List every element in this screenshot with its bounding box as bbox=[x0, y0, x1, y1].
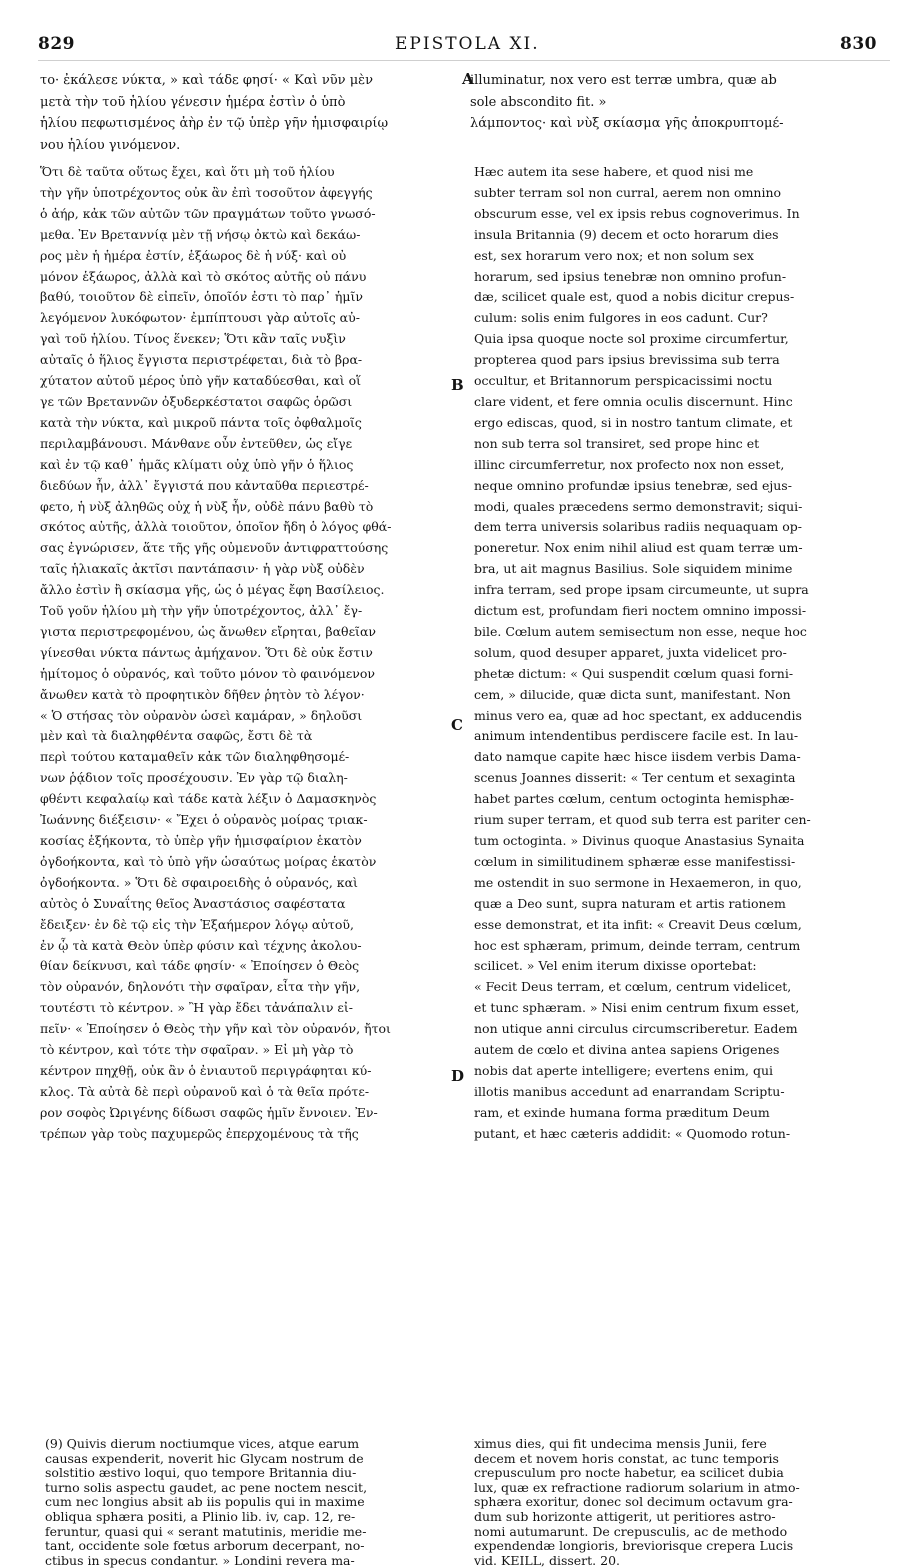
footnote-line: nomi autumarunt. De crepusculis, ac de methodo bbox=[474, 1524, 788, 1539]
latin-text-line: putant, et hæc cæteris addidit: « Quomodo rotun- bbox=[474, 1125, 791, 1141]
greek-text-line: σκότος αὐτῆς, ἀλλὰ τοιοῦτον, ὁποῖον ἤδη ὁ λόγος φθά- bbox=[40, 519, 392, 535]
greek-text-line: σας ἐγνώρισεν, ἅτε τῆς γῆς οὐμενοῦν ἀντιφραττούσης bbox=[40, 540, 389, 556]
latin-text-line: ram, et exinde humana forma præditum Deum bbox=[474, 1104, 770, 1120]
footnote-line: decem et novem horis constat, ac tunc temporis bbox=[474, 1451, 779, 1466]
latin-text-line: phetæ dictum: « Qui suspendit cœlum quasi forni- bbox=[474, 665, 794, 681]
footnote-line: obliqua sphæra positi, a Plinio lib. iv, cap. 12, re- bbox=[45, 1509, 356, 1524]
greek-top-line: το· ἐκάλεσε νύκτα, » καὶ τάδε φησί· « Καὶ νῦν μὲν bbox=[40, 73, 374, 88]
latin-text-line: bra, ut ait magnus Basilius. Sole siquidem minime bbox=[474, 561, 793, 577]
greek-text-line: ὀγδοήκοντα. » Ὅτι δὲ σφαιροειδὴς ὁ οὐρανός, καὶ bbox=[40, 874, 358, 890]
latin-text-line: non utique anni circulus circumscriberetur. Eadem bbox=[474, 1021, 798, 1037]
latin-text-line: illinc circumferretur, nox profecto nox non esset, bbox=[474, 456, 785, 472]
greek-text-line: νων ῥᾴδιον τοῖς προσέχουσιν. Ἐν γὰρ τῷ διαλη- bbox=[40, 770, 348, 786]
greek-text-line: αὐτὸς ὁ Συναΐτης θεῖος Ἀναστάσιος σαφέστατα bbox=[40, 895, 346, 911]
latin-text-line: subter terram sol non curral, aerem non omnino bbox=[474, 184, 782, 200]
latin-text-line: insula Britannia (9) decem et octo horarum dies bbox=[474, 226, 779, 242]
greek-text-line: τουτέστι τὸ κέντρον. » Ἢ γὰρ ἔδει τἀνάπαλιν εἰ- bbox=[40, 1000, 354, 1016]
greek-text-line: μὲν καὶ τὰ διαληφθέντα σαφῶς, ἔστι δὲ τὰ bbox=[40, 728, 313, 744]
latin-text-line: dato namque capite hæc hisce iisdem verbis Dama- bbox=[474, 749, 801, 765]
greek-text-line: Ὅτι δὲ ταῦτα οὕτως ἔχει, καὶ ὅτι μὴ τοῦ ἡλίου bbox=[40, 164, 335, 179]
footnote-line: dum sub horizonte attigerit, ut peritiores astro- bbox=[474, 1509, 776, 1524]
greek-column bbox=[40, 162, 460, 1145]
footnote-right bbox=[474, 1437, 888, 1568]
greek-text-line: τρέπων γὰρ τοὺς παχυμερῶς ἐπερχομένους τὰ τῆς bbox=[40, 1125, 359, 1141]
greek-text-line: ὁ ἀήρ, κἀκ τῶν αὐτῶν τῶν πραγμάτων τοῦτο γνωσό- bbox=[40, 205, 376, 221]
latin-top-line: sole absconditο fit. » bbox=[470, 94, 607, 110]
greek-text-line: περιλαμβάνουσι. Μάνθανε οὖν ἐντεῦθεν, ὡς εἴγε bbox=[40, 435, 353, 451]
latin-text-line: Hæc autem ita sese habere, et quod nisi me bbox=[474, 164, 754, 179]
greek-text-line: λεγόμενον λυκόφωτον· ἐμπίπτουσι γὰρ αὐτοῖς αὐ- bbox=[40, 310, 360, 326]
footnote-line: tant, occidente sole fœtus arborum decerpant, no- bbox=[45, 1539, 365, 1554]
greek-top-text bbox=[40, 70, 470, 156]
latin-text-line: neque omnino profundæ ipsius tenebræ, sed ejus- bbox=[474, 477, 792, 493]
footnote-line: crepusculum pro nocte habetur, ea scilicet dubia bbox=[474, 1466, 784, 1481]
greek-text-line: ἐν ᾧ τὰ κατὰ Θεὸν ὑπὲρ φύσιν καὶ τέχνης ἀκολου- bbox=[40, 937, 362, 953]
latin-text-line: dem terra universis solaribus radiis nequaquam op- bbox=[474, 519, 803, 535]
latin-text-line: autem de cœlo et divina antea sapiens Origenes bbox=[474, 1042, 780, 1058]
greek-text-line: ὀγδοήκοντα, καὶ τὸ ὑπὸ γῆν ὡσαύτως μοίρας ἑκατὸν bbox=[40, 853, 377, 869]
running-title: EPISTOLA XI. bbox=[395, 34, 540, 54]
latin-top-text bbox=[470, 70, 888, 135]
greek-text-line: περὶ τούτου καταμαθεῖν κἀκ τῶν διαληφθησομέ- bbox=[40, 749, 350, 765]
margin-marker-a: A bbox=[462, 70, 474, 88]
greek-text-line: πεῖν· « Ἐποίησεν ὁ Θεὸς τὴν γῆν καὶ τὸν οὐρανόν, ἤτοι bbox=[40, 1021, 391, 1037]
greek-text-line: ἄλλο ἐστὶν ἢ σκίασμα γῆς, ὡς ὁ μέγας ἔφη Βασίλειος. bbox=[40, 582, 385, 598]
greek-text-line: γιστα περιστρεφομένου, ὡς ἄνωθεν εἴρηται, βαθεῖαν bbox=[40, 623, 376, 639]
latin-text-line: est, sex horarum vero nox; et non solum sex bbox=[474, 247, 754, 263]
latin-text-line: cœlum in similitudinem sphæræ esse manifestissi- bbox=[474, 853, 796, 869]
greek-text-line: ἔδειξεν· ἐν δὲ τῷ εἰς τὴν Ἑξαήμερον λόγῳ αὐτοῦ, bbox=[40, 916, 354, 932]
latin-text-line: infra terram, sed prope ipsam circumeunte, ut supra bbox=[474, 582, 809, 598]
latin-text-line: clare vident, et fere omnia oculis discernunt. Hinc bbox=[474, 393, 793, 409]
margin-marker-d: D bbox=[451, 1067, 465, 1085]
latin-top-line: illuminatur, nox vero est terræ umbra, quæ ab bbox=[470, 73, 777, 88]
latin-text-line: non sub terra sol transiret, sed prope hinc et bbox=[474, 435, 760, 451]
latin-text-line: poneretur. Nox enim nihil aliud est quam terræ um- bbox=[474, 540, 803, 556]
footnote-line: solstitio æstivo loqui, quo tempore Britannia diu- bbox=[45, 1466, 357, 1481]
footnote-line: sphæra exoritur, donec sol decimum octavum gra- bbox=[474, 1495, 793, 1510]
latin-text-line: solum, quod desuper apparet, juxta videlicet pro- bbox=[474, 644, 787, 660]
footnote-line: lux, quæ ex refractione radiorum solarium in atmo- bbox=[474, 1480, 800, 1495]
greek-text-line: ἄνωθεν κατὰ τὸ προφητικὸν δῆθεν ῥητὸν τὸ λέγον· bbox=[40, 686, 365, 702]
greek-text-line: γαὶ τοῦ ἡλίου. Τίνος ἕνεκεν; Ὅτι κἂν ταῖς νυξὶν bbox=[40, 331, 346, 347]
footnote-line: expendendæ longioris, breviorisque crepera Lucis bbox=[474, 1539, 794, 1554]
margin-marker-c: C bbox=[451, 716, 463, 734]
latin-text-line: culum: solis enim fulgores in eos cadunt. Cur? bbox=[474, 310, 768, 326]
footnote-line: vid. KEILL, dissert. 20. bbox=[474, 1553, 621, 1568]
footnote-line: ctibus in specus condantur. » Londini revera ma- bbox=[45, 1553, 355, 1568]
greek-text-line: κέντρον πηχθῇ, οὐκ ἂν ὁ ἐνιαυτοῦ περιγράφηται κύ- bbox=[40, 1062, 372, 1078]
latin-text-line: animum intendentibus perdiscere facile est. In lau- bbox=[474, 728, 799, 744]
latin-text-line: cem, » dilucide, quæ dicta sunt, manifestant. Non bbox=[474, 686, 791, 702]
footnote-line: feruntur, quasi qui « serant matutinis, meridie me- bbox=[45, 1524, 367, 1539]
greek-text-line: γίνεσθαι νύκτα πάντως ἀμήχανον. Ὅτι δὲ οὐκ ἔστιν bbox=[40, 644, 373, 660]
latin-text-line: dæ, scilicet quale est, quod a nobis dicitur crepus- bbox=[474, 289, 795, 305]
latin-text-line: et tunc sphæram. » Nisi enim centrum fixum esset, bbox=[474, 1000, 800, 1016]
greek-full-line: νου ἡλίου γινόμενον. bbox=[40, 137, 181, 153]
latin-text-line: illotis manibus accedunt ad enarrandam Scriptu- bbox=[474, 1083, 785, 1099]
greek-text-line: φθέντι κεφαλαίῳ καὶ τάδε κατὰ λέξιν ὁ Δαμασκηνὸς bbox=[40, 791, 377, 807]
footnote-line: cum nec longius absit ab iis populis qui in maxime bbox=[45, 1495, 365, 1510]
greek-text-line: Ἰωάννης διέξεισιν· « Ἔχει ὁ οὐρανὸς μοίρας τριακ- bbox=[40, 812, 368, 828]
greek-text-line: τὸ κέντρον, καὶ τότε τὴν σφαῖραν. » Εἰ μὴ γὰρ τὸ bbox=[40, 1042, 354, 1058]
latin-text-line: dictum est, profundam fieri noctem omnino impossi- bbox=[474, 603, 807, 619]
greek-text-line: κοσίας ἑξήκοντα, τὸ ὑπὲρ γῆν ἡμισφαίριον ἑκατὸν bbox=[40, 833, 362, 848]
latin-text-line: tum octoginta. » Divinus quoque Anastasius Synaita bbox=[474, 833, 805, 848]
greek-text-line: αὐταῖς ὁ ἥλιος ἔγγιστα περιστρέφεται, διὰ τὸ βρα- bbox=[40, 352, 363, 368]
latin-text-line: minus vero ea, quæ ad hoc spectant, ex adducendis bbox=[474, 707, 802, 723]
latin-text-line: quæ a Deo sunt, supra naturam et artis rationem bbox=[474, 895, 786, 911]
footnote-line: ximus dies, qui fit undecima mensis Junii, fere bbox=[474, 1437, 767, 1451]
greek-top-line: ἡλίου πεφωτισμένος ἀὴρ ἐν τῷ ὑπὲρ γῆν ἡμισφαιρίῳ bbox=[40, 116, 389, 131]
greek-text-line: καὶ ἐν τῷ καθ᾽ ἡμᾶς κλίματι οὐχ ὑπὸ γῆν ὁ ἥλιος bbox=[40, 456, 354, 472]
footnote-left bbox=[45, 1437, 450, 1568]
greek-text-line: μεθα. Ἐν Βρεταννίᾳ μὲν τῇ νήσῳ ὀκτὼ καὶ δεκάω- bbox=[40, 226, 361, 242]
latin-text-line: rium super terram, et quod sub terra est pariter cen- bbox=[474, 812, 811, 828]
greek-text-line: θίαν δείκνυσι, καὶ τάδε φησίν· « Ἐποίησεν ὁ Θεὸς bbox=[40, 958, 360, 974]
greek-text-line: ἡμίτομος ὁ οὐρανός, καὶ τοῦτο μόνον τὸ φαινόμενον bbox=[40, 665, 375, 681]
latin-text-line: modi, quales præcedens sermo demonstravit; siqui- bbox=[474, 498, 803, 514]
right-page-number: 830 bbox=[840, 34, 877, 54]
greek-text-line: ρος μὲν ἡ ἡμέρα ἐστίν, ἑξάωρος δὲ ἡ νύξ· καὶ οὐ bbox=[40, 247, 347, 263]
header-rule bbox=[38, 60, 890, 61]
left-page-number: 829 bbox=[38, 34, 75, 54]
greek-text-line: γε τῶν Βρεταννῶν ὀξυδερκέστατοι σαφῶς ὁρῶσι bbox=[40, 393, 353, 409]
margin-marker-b: B bbox=[451, 376, 464, 394]
latin-text-line: hoc est sphæram, primum, deinde terram, centrum bbox=[474, 937, 801, 953]
greek-text-line: μόνον ἑξάωρος, ἀλλὰ καὶ τὸ σκότος αὐτῆς οὐ πάνυ bbox=[40, 268, 367, 284]
latin-text-line: me ostendit in suo sermone in Hexaemeron, in quo, bbox=[474, 874, 802, 890]
greek-text-line: ταῖς ἡλιακαῖς ἀκτῖσι παντάπασιν· ἡ γὰρ νὺξ οὐδὲν bbox=[40, 561, 365, 577]
footnote-line: causas expenderit, noverit hic Glycam nostrum de bbox=[45, 1451, 364, 1466]
greek-text-line: κατὰ τὴν νύκτα, καὶ μικροῦ πάντα τοῖς ὀφθαλμοῖς bbox=[40, 414, 362, 430]
greek-top-line: μετὰ τὴν τοῦ ἡλίου γένεσιν ἡμέρα ἐστὶν ὁ ὑπὸ bbox=[40, 94, 346, 110]
footnote-line: turno solis aspectu gaudet, ac pene noctem nescit, bbox=[45, 1480, 368, 1495]
greek-text-line: βαθύ, τοιοῦτον δὲ εἰπεῖν, ὁποῖόν ἐστι τὸ παρ᾽ ἡμῖν bbox=[40, 289, 363, 305]
footnote-line: (9) Quivis dierum noctiumque vices, atque earum bbox=[45, 1437, 360, 1451]
latin-text-line: obscurum esse, vel ex ipsis rebus cognoverimus. In bbox=[474, 205, 800, 221]
latin-text-line: propterea quod pars ipsius brevissima sub terra bbox=[474, 352, 780, 368]
latin-text-line: ergo ediscas, quod, si in nostro tantum climate, et bbox=[474, 414, 793, 430]
latin-text-line: horarum, sed ipsius tenebræ non omnino profun- bbox=[474, 268, 787, 284]
latin-text-line: « Fecit Deus terram, et cœlum, centrum videlicet, bbox=[474, 979, 792, 995]
greek-text-line: τὴν γῆν ὑποτρέχοντος οὐκ ἂν ἐπὶ τοσοῦτον ἀφεγγής bbox=[40, 184, 373, 200]
latin-text-line: scenus Joannes disserit: « Ter centum et sexaginta bbox=[474, 770, 796, 786]
latin-text-line: occultur, et Britannorum perspicacissimi noctu bbox=[474, 373, 773, 389]
latin-text-line: scilicet. » Vel enim iterum dixisse oportebat: bbox=[474, 958, 757, 974]
latin-top-line: λάμποντος· καὶ νὺξ σκίασμα γῆς ἀποκρυπτομέ- bbox=[470, 116, 784, 131]
greek-text-line: φετο, ἡ νὺξ ἀληθῶς οὐχ ἡ νὺξ ἦν, οὐδὲ πάνυ βαθὺ τὸ bbox=[40, 498, 374, 514]
greek-text-line: Τοῦ γοῦν ἡλίου μὴ τὴν γῆν ὑποτρέχοντος, ἀλλ᾽ ἔγ- bbox=[40, 603, 363, 619]
latin-column bbox=[474, 162, 888, 1145]
latin-text-line: habet partes cœlum, centum octoginta hemisphæ- bbox=[474, 791, 795, 807]
latin-text-line: nobis dat aperte intelligere; evertens enim, qui bbox=[474, 1062, 774, 1078]
latin-text-line: bile. Cœlum autem semisectum non esse, neque hoc bbox=[474, 623, 807, 639]
greek-text-line: χύτατον αὐτοῦ μέρος ὑπὸ γῆν καταδύεσθαι, καὶ οἵ bbox=[40, 373, 362, 389]
latin-text-line: esse demonstrat, et ita infit: « Creavit Deus cœlum, bbox=[474, 916, 802, 932]
greek-text-line: « Ὁ στήσας τὸν οὐρανὸν ὡσεὶ καμάραν, » δηλοῦσι bbox=[40, 707, 363, 723]
greek-text-line: ρον σοφὸς Ὠριγένης δίδωσι σαφῶς ἡμῖν ἔννοιεν. Ἐν- bbox=[40, 1104, 378, 1120]
latin-text-line: Quia ipsa quoque nocte sol proxime circumfertur, bbox=[474, 331, 789, 347]
greek-text-line: τὸν οὐρανόν, δηλονότι τὴν σφαῖραν, εἶτα τὴν γῆν, bbox=[40, 979, 361, 995]
greek-text-line: διεδύων ἦν, ἀλλ᾽ ἔγγιστά που κἀνταῦθα περιεστρέ- bbox=[40, 477, 369, 493]
greek-text-line: κλος. Τὰ αὐτὰ δὲ περὶ οὐρανοῦ καὶ ὁ τὰ θεῖα πρότε- bbox=[40, 1083, 370, 1099]
